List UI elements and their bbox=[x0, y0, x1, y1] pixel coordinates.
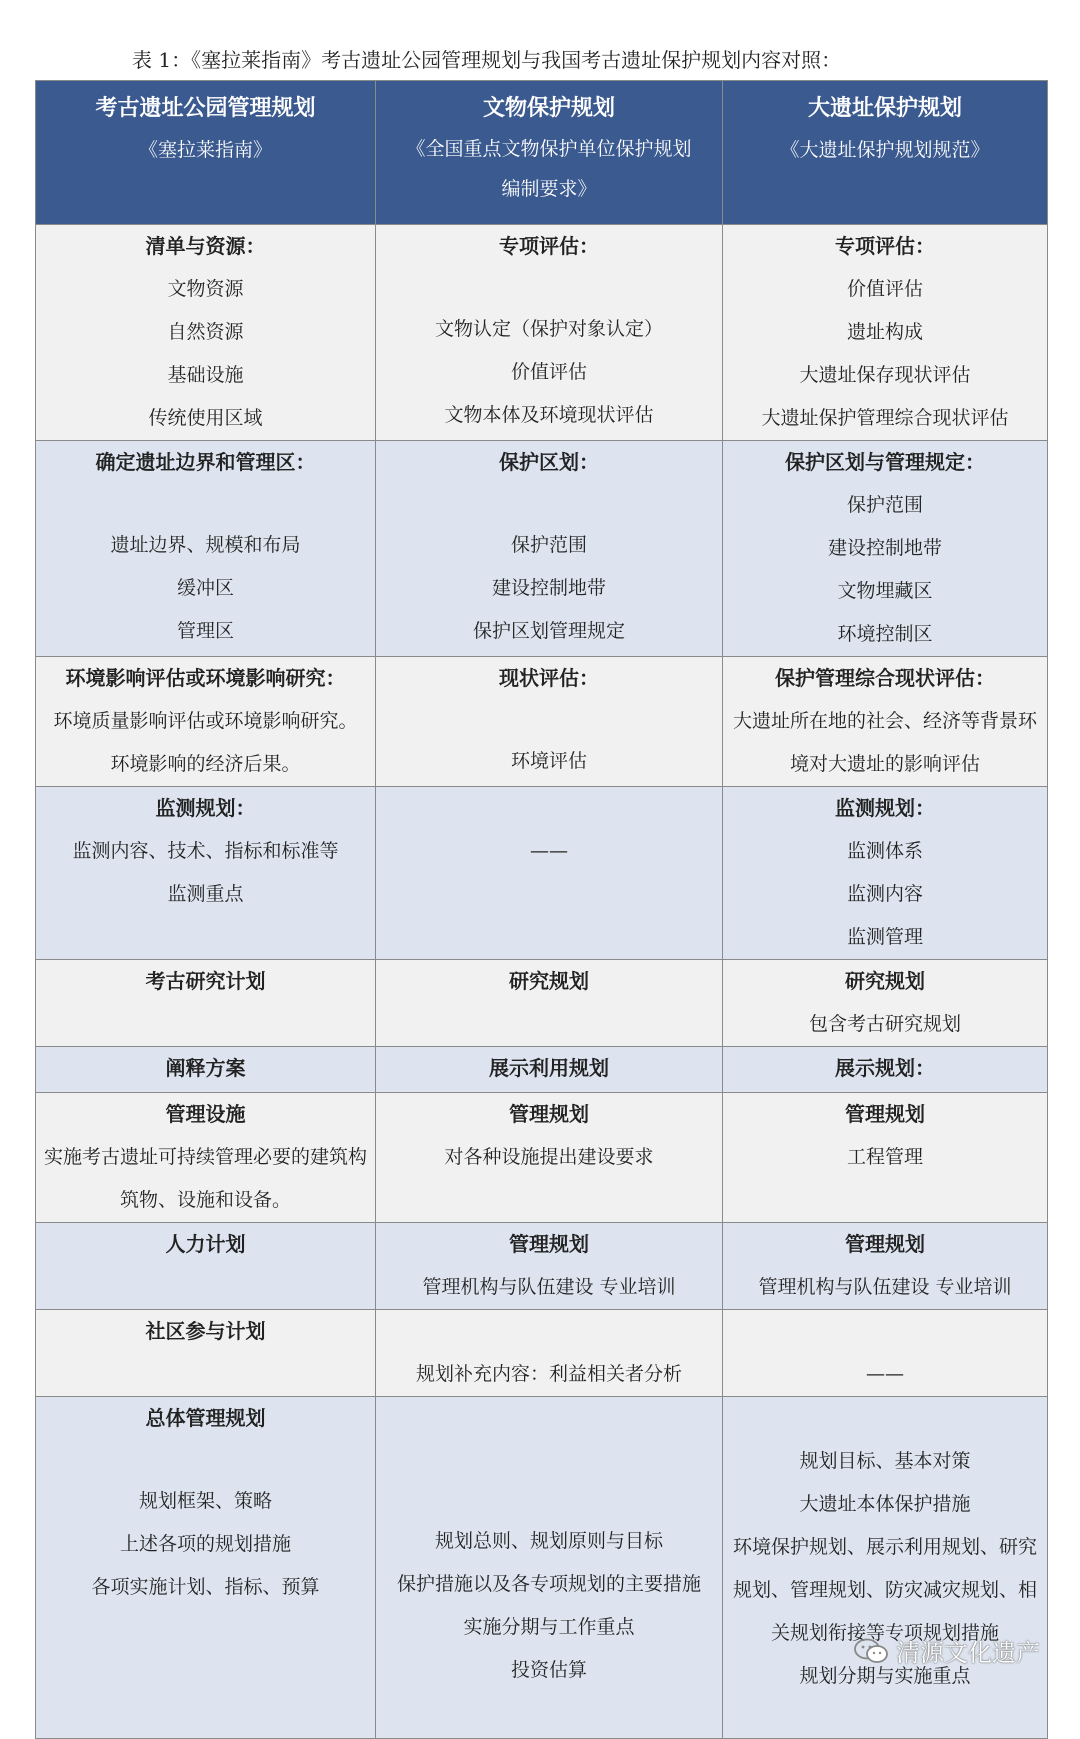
header-subtitle: 编制要求》 bbox=[501, 178, 597, 200]
cell-item: 监测内容 bbox=[846, 883, 923, 905]
cell-heading: 清单与资源： bbox=[145, 234, 266, 258]
cell-item: —— bbox=[866, 1363, 904, 1385]
cell-heading: 管理规划 bbox=[509, 1102, 589, 1126]
cell-spacer bbox=[723, 1179, 1047, 1219]
wechat-icon bbox=[854, 1638, 888, 1664]
cell-heading: 保护区划： bbox=[499, 450, 599, 474]
cell-heading: 专项评估： bbox=[835, 234, 935, 258]
cell-item: 实施分期与工作重点 bbox=[463, 1616, 635, 1638]
cell-item: 环境质量影响评估或环境影响研究。 bbox=[53, 710, 358, 732]
cell-item: 投资估算 bbox=[510, 1659, 587, 1681]
header-title: 考古遗址公园管理规划 bbox=[95, 95, 316, 121]
cell-item: 环境评估 bbox=[510, 750, 587, 772]
header-title: 文物保护规划 bbox=[482, 95, 615, 121]
table-cell bbox=[36, 1047, 376, 1093]
cell-item: 监测体系 bbox=[846, 840, 923, 862]
cell-heading: 研究规划 bbox=[845, 969, 925, 993]
cell-item: 筑物、设施和设备。 bbox=[119, 1189, 291, 1211]
cell-spacer bbox=[376, 484, 722, 524]
cell-item: 保护区划管理规定 bbox=[472, 620, 625, 642]
cell-item: 大遗址所在地的社会、经济等背景环 bbox=[732, 710, 1037, 732]
cell-item: 建设控制地带 bbox=[491, 577, 606, 599]
cell-spacer bbox=[376, 1440, 722, 1480]
cell-spacer bbox=[36, 1440, 375, 1480]
table-cell bbox=[376, 1223, 723, 1310]
header-subtitle: 《全国重点文物保护单位保护规划 bbox=[406, 138, 692, 160]
cell-item: 大遗址本体保护措施 bbox=[799, 1493, 971, 1515]
table-caption: 表 1：《塞拉莱指南》考古遗址公园管理规划与我国考古遗址保护规划内容对照： bbox=[132, 48, 842, 72]
cell-item: 文物埋藏区 bbox=[837, 580, 933, 602]
cell-item: 实施考古遗址可持续管理必要的建筑构 bbox=[43, 1146, 367, 1168]
cell-heading: 现状评估： bbox=[499, 666, 599, 690]
cell-item: 工程管理 bbox=[846, 1146, 923, 1168]
table-cell bbox=[723, 225, 1048, 441]
header-cell-park-plan bbox=[36, 81, 376, 225]
table-cell bbox=[723, 1310, 1048, 1397]
cell-spacer bbox=[376, 1480, 722, 1520]
cell-item: 管理区 bbox=[176, 620, 234, 642]
table-cell bbox=[723, 1223, 1048, 1310]
cell-item: 规划总则、规划原则与目标 bbox=[434, 1530, 663, 1552]
cell-spacer bbox=[376, 268, 722, 308]
cell-item: 基础设施 bbox=[167, 364, 244, 386]
cell-heading: 管理规划 bbox=[845, 1232, 925, 1256]
table-row-monitoring bbox=[36, 787, 1048, 960]
table-cell bbox=[723, 960, 1048, 1047]
cell-item: 环境影响的经济后果。 bbox=[110, 753, 301, 775]
cell-heading: 总体管理规划 bbox=[145, 1406, 266, 1430]
table-cell bbox=[376, 1310, 723, 1397]
cell-heading bbox=[376, 1310, 722, 1353]
cell-heading: 管理规划 bbox=[509, 1232, 589, 1256]
cell-heading: 管理规划 bbox=[845, 1102, 925, 1126]
table-cell bbox=[723, 1047, 1048, 1093]
cell-item: 保护范围 bbox=[510, 534, 587, 556]
cell-item: 境对大遗址的影响评估 bbox=[789, 753, 980, 775]
table-cell bbox=[36, 441, 376, 657]
cell-heading: 专项评估： bbox=[499, 234, 599, 258]
cell-item: 上述各项的规划措施 bbox=[119, 1533, 291, 1555]
table-row-overall bbox=[36, 1397, 1048, 1739]
cell-item: 保护措施以及各专项规划的主要措施 bbox=[396, 1573, 701, 1595]
cell-item: 价值评估 bbox=[510, 361, 587, 383]
cell-item: 规划补充内容：利益相关者分析 bbox=[415, 1363, 682, 1385]
cell-item: 文物资源 bbox=[167, 278, 244, 300]
table-cell bbox=[376, 1047, 723, 1093]
cell-item: 遗址边界、规模和布局 bbox=[110, 534, 301, 556]
table-cell bbox=[723, 657, 1048, 787]
header-cell-site-plan bbox=[723, 81, 1048, 225]
cell-heading: 监测规划： bbox=[835, 796, 935, 820]
cell-heading: 社区参与计划 bbox=[145, 1319, 266, 1343]
table-cell bbox=[36, 1223, 376, 1310]
watermark bbox=[854, 1633, 1040, 1668]
cell-heading: 展示规划： bbox=[835, 1056, 935, 1080]
cell-item: 传统使用区域 bbox=[148, 407, 263, 429]
cell-spacer bbox=[376, 1003, 722, 1043]
table-row-interpretation bbox=[36, 1047, 1048, 1093]
cell-heading: 保护区划与管理规定： bbox=[785, 450, 985, 474]
cell-item: 各项实施计划、指标、预算 bbox=[91, 1576, 320, 1598]
cell-item: 环境保护规划、展示利用规划、研究 bbox=[732, 1536, 1037, 1558]
table-cell bbox=[36, 1310, 376, 1397]
cell-item: 监测重点 bbox=[167, 883, 244, 905]
cell-item: 规划分期与实施重点 bbox=[799, 1665, 971, 1687]
table-row-facilities bbox=[36, 1093, 1048, 1223]
table-row-inventory bbox=[36, 225, 1048, 441]
cell-spacer bbox=[36, 1003, 375, 1043]
cell-item: 规划框架、策略 bbox=[138, 1490, 272, 1512]
cell-item: 对各种设施提出建设要求 bbox=[444, 1146, 654, 1168]
cell-spacer bbox=[36, 916, 375, 956]
cell-heading: 管理设施 bbox=[165, 1102, 246, 1126]
table-cell bbox=[376, 787, 723, 960]
cell-item: 价值评估 bbox=[846, 278, 923, 300]
table-header-row bbox=[36, 81, 1048, 225]
table-cell bbox=[36, 1397, 376, 1739]
cell-item: 包含考古研究规划 bbox=[808, 1013, 961, 1035]
cell-heading: 确定遗址边界和管理区： bbox=[95, 450, 316, 474]
cell-item: 文物认定（保护对象认定） bbox=[434, 318, 663, 340]
cell-item: 监测内容、技术、指标和标准等 bbox=[72, 840, 339, 862]
cell-item: 大遗址保存现状评估 bbox=[799, 364, 971, 386]
cell-item: 监测管理 bbox=[846, 926, 923, 948]
cell-item: 关规划衔接等专项规划措施 bbox=[770, 1622, 999, 1644]
header-subtitle: 《大遗址保护规划规范》 bbox=[780, 139, 990, 161]
header-cell-heritage-plan bbox=[376, 81, 723, 225]
cell-heading: 保护管理综合现状评估： bbox=[775, 666, 995, 690]
table-row-environment bbox=[36, 657, 1048, 787]
cell-spacer bbox=[36, 484, 375, 524]
table-cell bbox=[36, 960, 376, 1047]
cell-heading: 展示利用规划 bbox=[489, 1056, 609, 1080]
cell-item: 保护范围 bbox=[846, 494, 923, 516]
cell-heading: 监测规划： bbox=[155, 796, 256, 820]
cell-spacer bbox=[376, 700, 722, 740]
cell-heading: 研究规划 bbox=[509, 969, 589, 993]
cell-heading: 考古研究计划 bbox=[145, 969, 266, 993]
table-cell bbox=[376, 657, 723, 787]
table-row-community bbox=[36, 1310, 1048, 1397]
cell-item: 文物本体及环境现状评估 bbox=[444, 404, 654, 426]
cell-item: 管理机构与队伍建设 专业培训 bbox=[422, 1276, 676, 1298]
cell-heading bbox=[376, 787, 722, 830]
cell-spacer bbox=[723, 1698, 1047, 1738]
table-cell bbox=[36, 657, 376, 787]
table-row-staffing bbox=[36, 1223, 1048, 1310]
cell-spacer bbox=[36, 1649, 375, 1689]
cell-item: 管理机构与队伍建设 专业培训 bbox=[758, 1276, 1012, 1298]
cell-heading bbox=[376, 1397, 722, 1440]
table-cell bbox=[723, 1397, 1048, 1739]
cell-item: 环境控制区 bbox=[837, 623, 933, 645]
watermark-text: 清源文化遗产 bbox=[896, 1639, 1040, 1667]
cell-heading bbox=[723, 1397, 1047, 1440]
cell-item: 自然资源 bbox=[167, 321, 244, 343]
header-title: 大遗址保护规划 bbox=[807, 95, 962, 121]
cell-heading: 人力计划 bbox=[165, 1232, 246, 1256]
table-cell bbox=[723, 787, 1048, 960]
cell-heading bbox=[723, 1310, 1047, 1353]
table-cell bbox=[36, 1093, 376, 1223]
table-cell bbox=[376, 225, 723, 441]
cell-item: 大遗址保护管理综合现状评估 bbox=[761, 407, 1009, 429]
table-cell bbox=[723, 441, 1048, 657]
table-row-research bbox=[36, 960, 1048, 1047]
comparison-table bbox=[35, 80, 1048, 1739]
cell-item: 规划、管理规划、防灾减灾规划、相 bbox=[732, 1579, 1037, 1601]
table-cell bbox=[376, 960, 723, 1047]
cell-item: 缓冲区 bbox=[176, 577, 234, 599]
header-subtitle: 《塞拉莱指南》 bbox=[138, 139, 272, 161]
cell-spacer bbox=[36, 1266, 375, 1306]
table-cell bbox=[376, 441, 723, 657]
table-cell bbox=[36, 225, 376, 441]
cell-item: —— bbox=[530, 840, 568, 862]
table-cell bbox=[376, 1093, 723, 1223]
cell-item: 建设控制地带 bbox=[827, 537, 942, 559]
cell-spacer bbox=[376, 1179, 722, 1219]
cell-item: 规划目标、基本对策 bbox=[799, 1450, 971, 1472]
cell-heading: 环境影响评估或环境影响研究： bbox=[65, 666, 346, 690]
table-cell bbox=[723, 1093, 1048, 1223]
cell-spacer bbox=[376, 1692, 722, 1732]
table-cell bbox=[36, 787, 376, 960]
table-cell bbox=[376, 1397, 723, 1739]
cell-spacer bbox=[36, 1609, 375, 1649]
table-row-boundaries bbox=[36, 441, 1048, 657]
cell-heading: 阐释方案 bbox=[165, 1056, 246, 1080]
cell-item: 遗址构成 bbox=[846, 321, 923, 343]
